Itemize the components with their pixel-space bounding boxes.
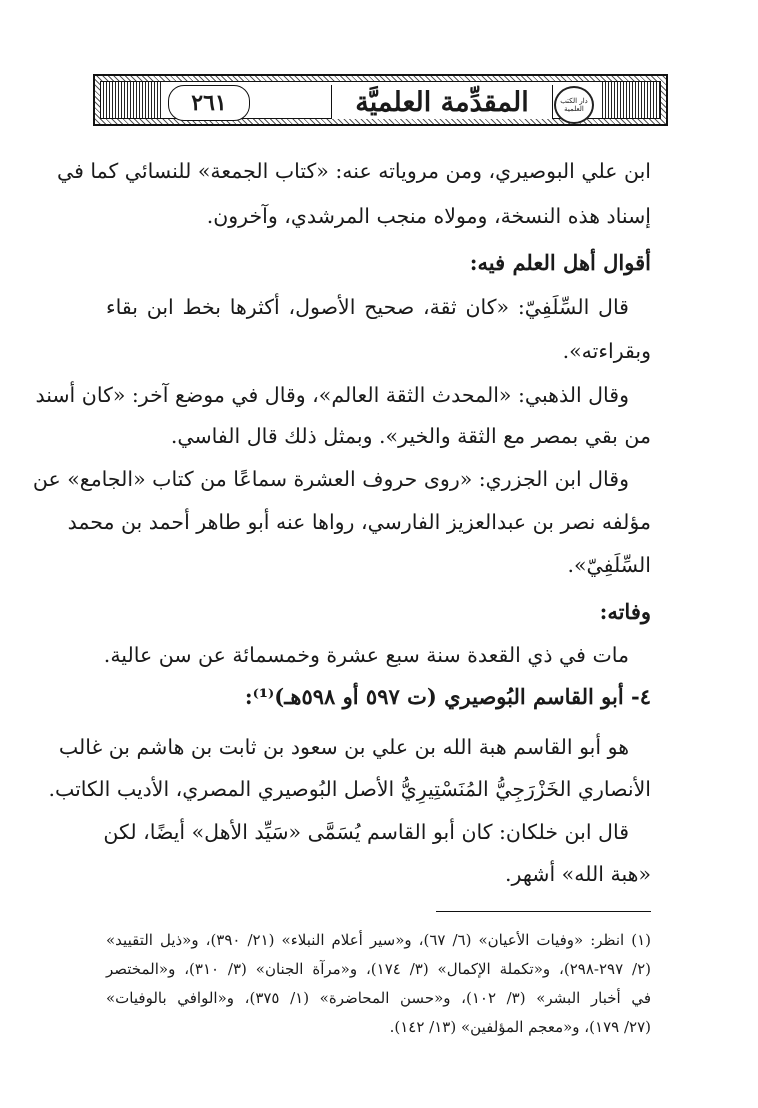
body-line: هو أبو القاسم هبة الله بن علي بن سعود بن ثابت بن هاشم بن غالب bbox=[58, 735, 629, 759]
biography-heading: ٤- أبو القاسم البُوصيري (ت ٥٩٧ أو ٥٩٨هـ)⁽¹⁾: bbox=[244, 684, 651, 709]
ornament-band-right bbox=[600, 82, 660, 118]
body-line: مؤلفه نصر بن عبدالعزيز الفارسي، رواها عنه أبو طاهر أحمد بن محمد bbox=[67, 510, 651, 534]
section-heading: وفاته: bbox=[599, 599, 651, 624]
body-line: قال السِّلَفِيّ: «كان ثقة، صحيح الأصول، أكثرها بخط ابن بقاء bbox=[106, 295, 629, 319]
ornamental-header bbox=[93, 74, 668, 126]
running-title: المقدِّمة العلميَّة bbox=[355, 86, 529, 118]
publisher-seal-text: دار الكتب العلمية bbox=[560, 97, 588, 113]
footnote-divider bbox=[436, 911, 651, 912]
body-line: قال ابن خلكان: كان أبو القاسم يُسَمَّى «سَيِّد الأهل» أيضًا، لكن bbox=[103, 820, 629, 844]
body-line: «هبة الله» أشهر. bbox=[505, 862, 651, 886]
running-title-cartouche bbox=[331, 85, 553, 119]
footnote-line: (١) انظر: «وفيات الأعيان» (٦/ ٦٧)، و«سير أعلام النبلاء» (٢١/ ٣٩٠)، و«ذيل التقييد» bbox=[106, 931, 651, 949]
body-line: وقال ابن الجزري: «روى حروف العشرة سماعًا من كتاب «الجامع» عن bbox=[32, 467, 629, 491]
header-inner bbox=[100, 81, 661, 119]
body-line: من بقي بمصر مع الثقة والخير». وبمثل ذلك قال الفاسي. bbox=[170, 424, 651, 448]
ornament-band-left bbox=[101, 82, 161, 118]
footnote-line: في أخبار البشر» (٣/ ١٠٢)، و«حسن المحاضرة» (١/ ٣٧٥)، و«الوافي بالوفيات» bbox=[106, 989, 651, 1007]
body-line: الأنصاري الخَزْرَجِيُّ المُنَسْتِيرِيُّ الأصل البُوصيري المصري، الأديب الكاتب. bbox=[48, 777, 651, 801]
body-line: السِّلَفِيّ». bbox=[567, 553, 651, 577]
footnote-line: (٢/ ٢٩٧-٢٩٨)، و«تكملة الإكمال» (٣/ ١٧٤)، و«مرآة الجنان» (٣/ ٣١٠)، و«المختصر bbox=[106, 960, 651, 978]
page-number-cartouche bbox=[168, 85, 250, 121]
section-heading: أقوال أهل العلم فيه: bbox=[469, 250, 651, 275]
page-number: ٢٦١ bbox=[191, 90, 227, 116]
body-line: ابن علي البوصيري، ومن مروياته عنه: «كتاب الجمعة» للنسائي كما في bbox=[57, 159, 651, 183]
body-line: وبقراءته». bbox=[562, 339, 651, 363]
body-line: مات في ذي القعدة سنة سبع عشرة وخمسمائة عن سن عالية. bbox=[103, 643, 629, 667]
publisher-seal-icon bbox=[554, 86, 594, 124]
footnote-line: (٢٧/ ١٧٩)، و«معجم المؤلفين» (١٣/ ١٤٢). bbox=[389, 1018, 651, 1036]
body-line: وقال الذهبي: «المحدث الثقة العالم»، وقال في موضع آخر: «كان أسند bbox=[35, 383, 629, 407]
body-line: إسناد هذه النسخة، ومولاه منجب المرشدي، وآخرون. bbox=[206, 204, 651, 228]
